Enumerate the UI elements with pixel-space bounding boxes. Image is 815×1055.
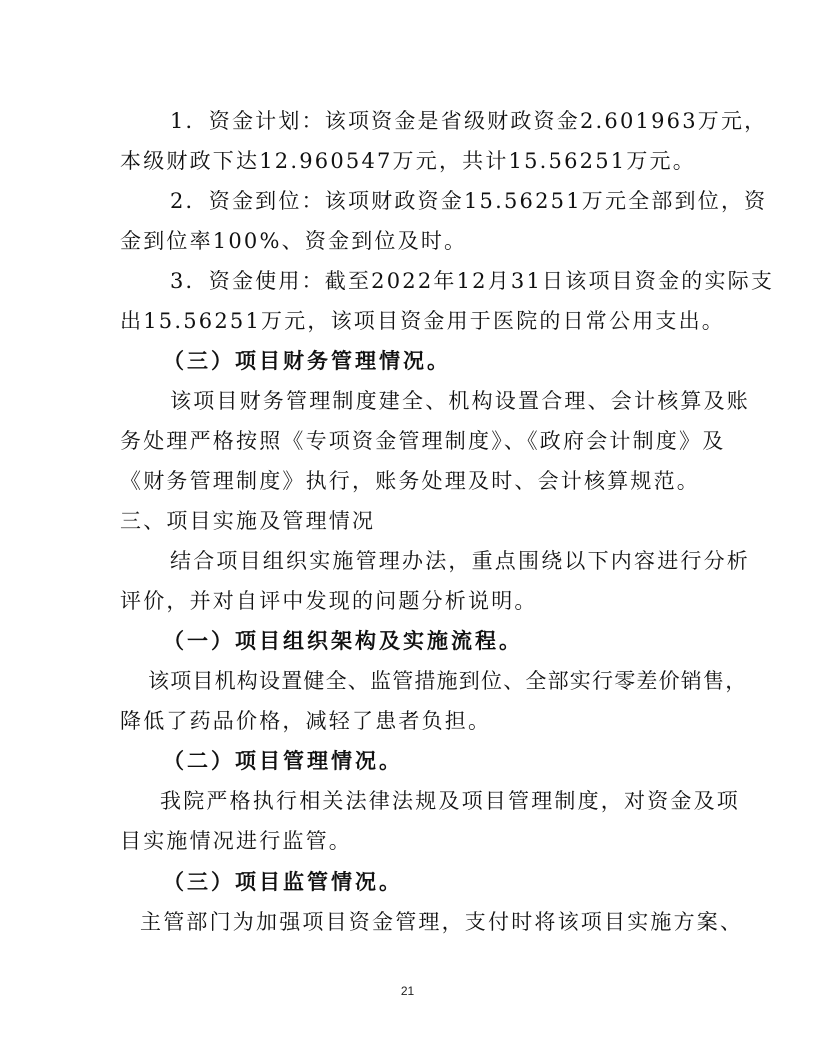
heading-project-management: （二）项目管理情况。 [163, 749, 403, 773]
para-fund-use-line2: 出15.56251万元，该项目资金用于医院的日常公用支出。 [120, 309, 725, 333]
para-analysis-line2: 评价，并对自评中发现的问题分析说明。 [120, 589, 538, 613]
para-financial-line2: 务处理严格按照《专项资金管理制度》、《政府会计制度》及 [120, 429, 726, 453]
heading-financial-management: （三）项目财务管理情况。 [163, 349, 451, 373]
para-fund-plan-line2: 本级财政下达12.960547万元，共计15.56251万元。 [120, 149, 696, 173]
para-financial-line1: 该项目财务管理制度建全、机构设置合理、会计核算及账 [170, 389, 750, 413]
para-supervision-line1: 主管部门为加强项目资金管理，支付时将该项目实施方案、 [140, 910, 744, 934]
para-financial-line3: 《财务管理制度》执行，账务处理及时、会计核算规范。 [120, 469, 700, 493]
heading-project-supervision: （三）项目监管情况。 [163, 870, 403, 894]
page-number: 21 [400, 984, 415, 998]
para-fund-plan-line1: 1．资金计划：该项资金是省级财政资金2.601963万元， [170, 109, 768, 133]
para-organization-line2: 降低了药品价格，减轻了患者负担。 [120, 709, 492, 733]
para-management-line2: 目实施情况进行监管。 [120, 829, 352, 853]
para-fund-arrival-line1: 2．资金到位：该项财政资金15.56251万元全部到位，资 [170, 189, 768, 213]
para-organization-line1: 该项目机构设置健全、监管措施到位、全部实行零差价销售， [148, 669, 748, 693]
para-fund-use-line1: 3．资金使用：截至2022年12月31日该项目资金的实际支 [170, 269, 775, 293]
section-heading-implementation: 三、项目实施及管理情况 [120, 509, 376, 533]
heading-organization-structure: （一）项目组织架构及实施流程。 [163, 629, 523, 653]
para-management-line1: 我院严格执行相关法律法规及项目管理制度，对资金及项 [160, 789, 740, 813]
para-fund-arrival-line2: 金到位率100%、资金到位及时。 [120, 229, 468, 253]
para-analysis-line1: 结合项目组织实施管理办法，重点围绕以下内容进行分析 [170, 549, 750, 573]
